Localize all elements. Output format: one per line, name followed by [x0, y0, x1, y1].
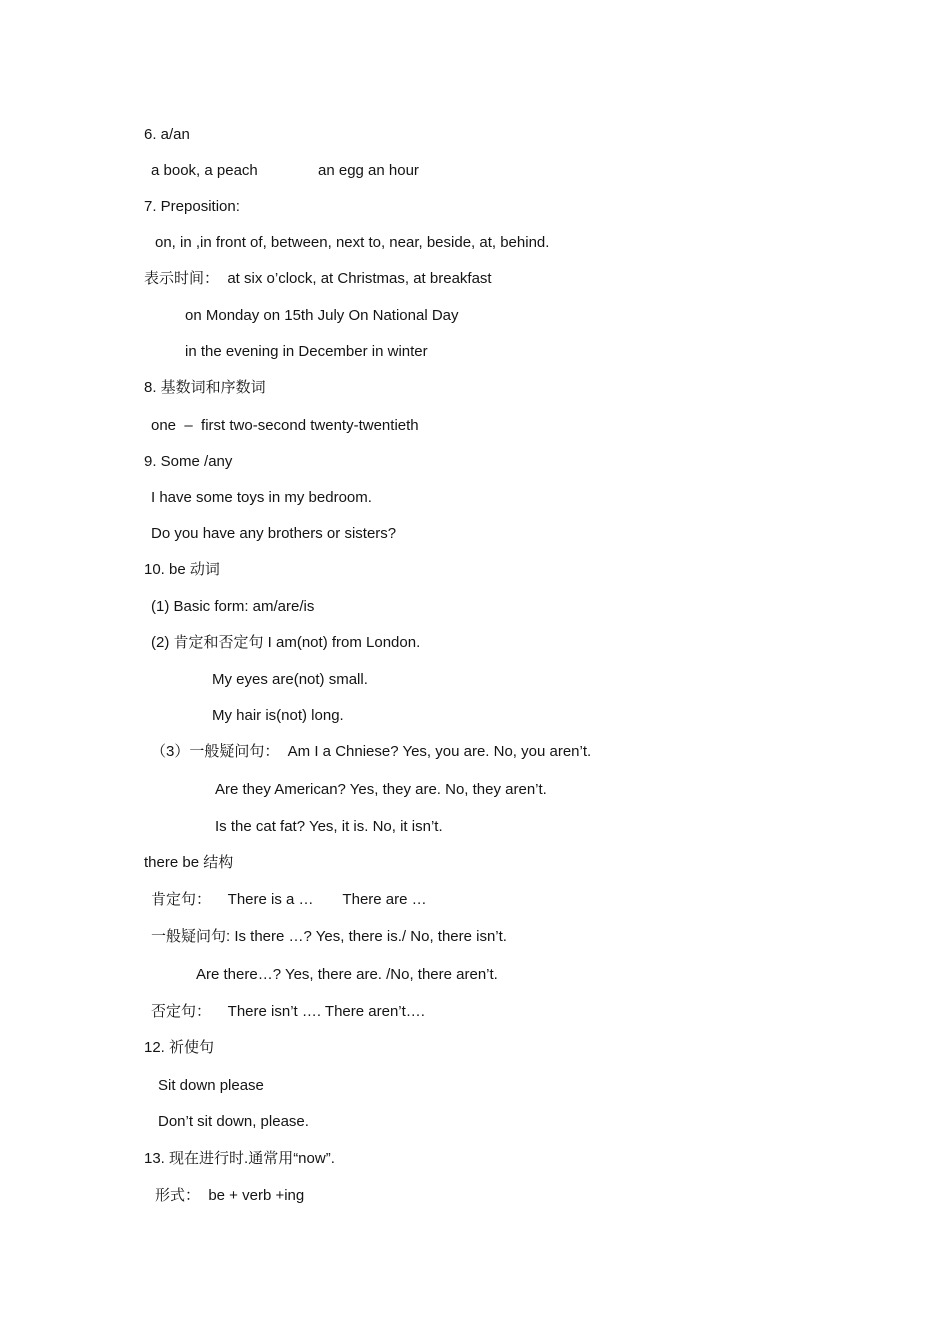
text-line: My hair is(not) long. [212, 707, 344, 724]
text-line: 一般疑问句: Is there …? Yes, there is./ No, there isn’t. [151, 928, 507, 945]
heading-a-an: 6. a/an [144, 126, 190, 143]
text-line: in the evening in December in winter [185, 343, 428, 360]
text-line: Don’t sit down, please. [158, 1113, 309, 1130]
heading-numerals: 8. 基数词和序数词 [144, 379, 266, 396]
text-line: Is the cat fat? Yes, it is. No, it isn’t. [215, 818, 443, 835]
text-line: 形式： be + verb +ing [155, 1187, 305, 1204]
text-line: 表示时间： at six o’clock, at Christmas, at breakfast [144, 270, 492, 287]
text-line: on Monday on 15th July On National Day [185, 307, 459, 324]
text-line: I have some toys in my bedroom. [151, 489, 372, 506]
heading-preposition: 7. Preposition: [144, 198, 240, 215]
text-line: Are there…? Yes, there are. /No, there aren’t. [196, 966, 498, 983]
text-line: My eyes are(not) small. [212, 671, 368, 688]
heading-some-any: 9. Some /any [144, 453, 233, 470]
text-line: (1) Basic form: am/are/is [151, 598, 315, 615]
heading-be-verb: 10. be 动词 [144, 561, 220, 578]
text-line: 否定句： There isn’t …. There aren’t…. [151, 1003, 434, 1020]
text-line: (2) 肯定和否定句 I am(not) from London. [151, 634, 421, 651]
text-line: one – first two-second twenty-twentieth [151, 417, 419, 434]
text-line: （3）一般疑问句： Am I a Chniese? Yes, you are. No, you aren’t. [151, 743, 592, 760]
heading-imperative: 12. 祈使句 [144, 1039, 215, 1056]
text-line: Sit down please [158, 1077, 264, 1094]
text-line: Are they American? Yes, they are. No, they aren’t. [215, 781, 547, 798]
heading-present-continuous: 13. 现在进行时.通常用“now”. [144, 1150, 335, 1167]
heading-there-be: there be 结构 [144, 854, 234, 871]
text-line: 肯定句： There is a … There are … [151, 891, 427, 908]
text-line: Do you have any brothers or sisters? [151, 525, 397, 542]
text-line: an egg an hour [318, 162, 419, 179]
text-line: a book, a peach [151, 162, 258, 179]
text-line: on, in ,in front of, between, next to, near, beside, at, behind. [155, 234, 550, 251]
